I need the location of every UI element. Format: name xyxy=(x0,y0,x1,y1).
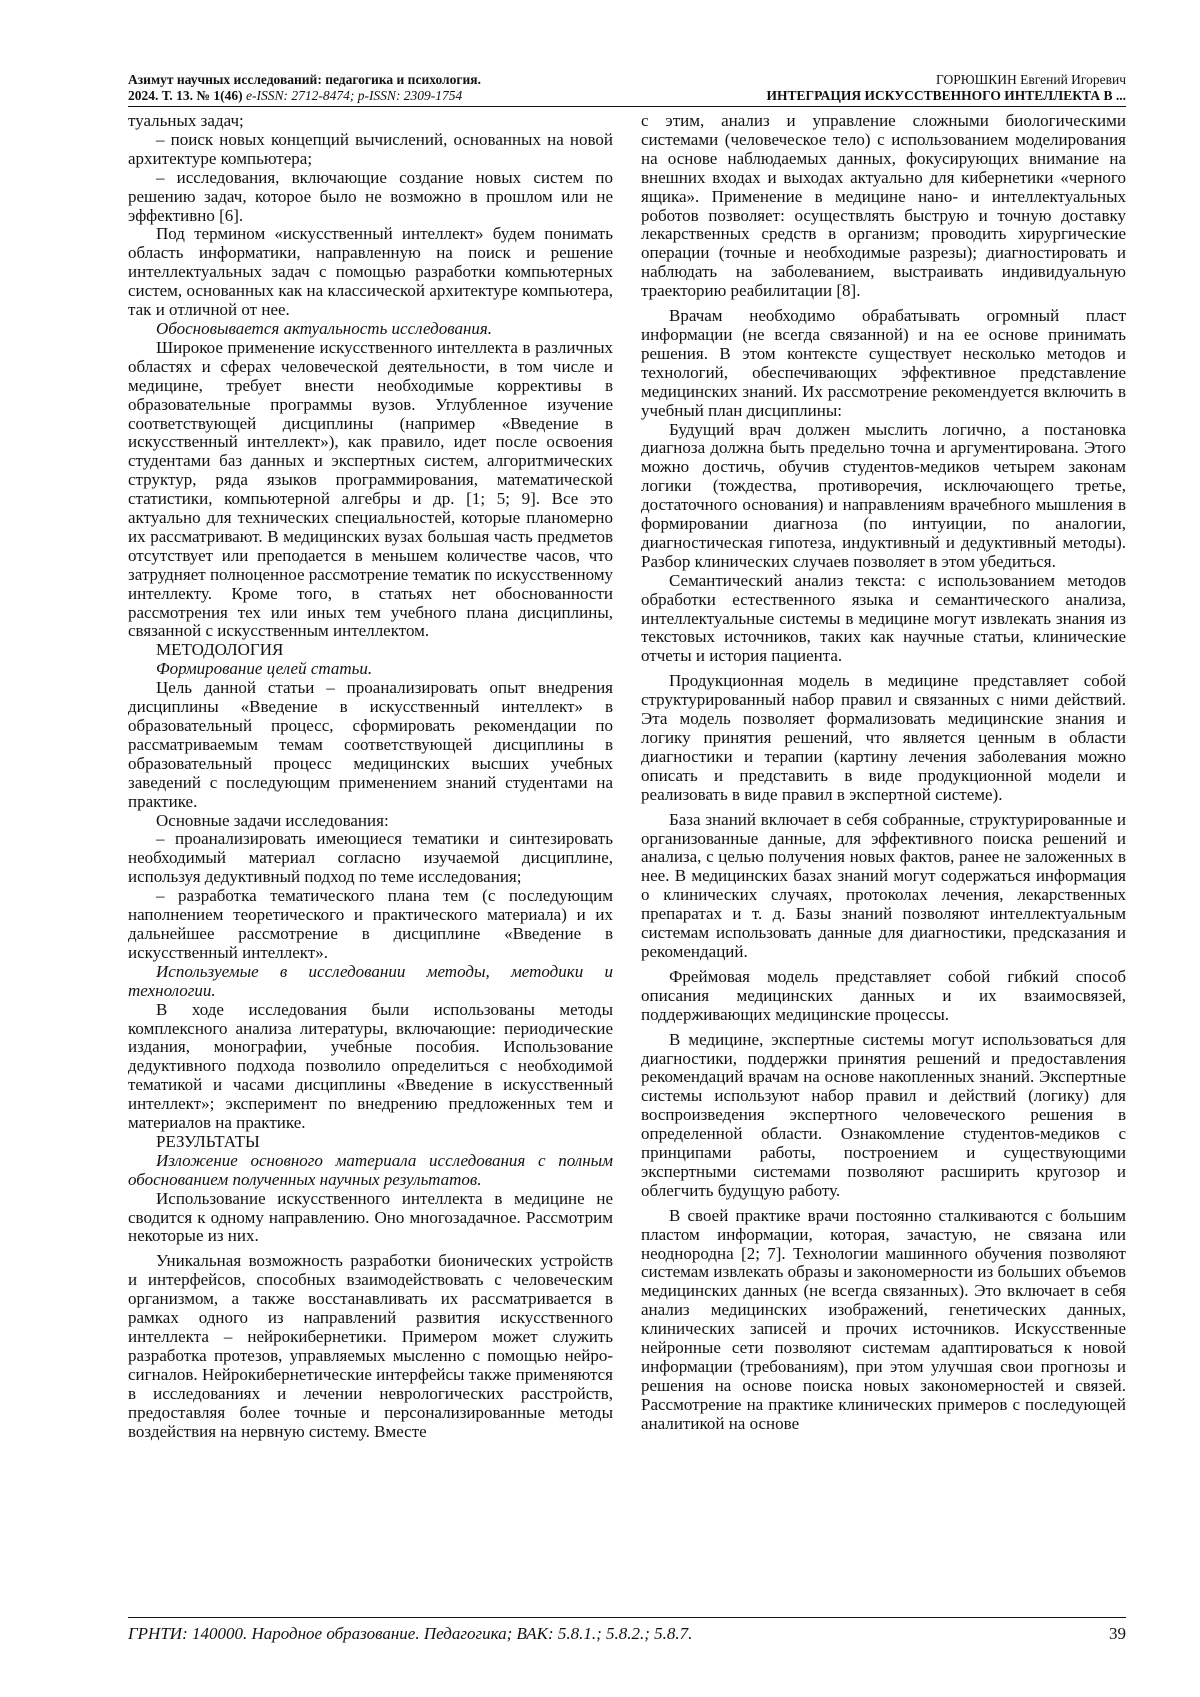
subheading: Используемые в исследовании методы, методики и технологии. xyxy=(128,961,613,1000)
list-item: – поиск новых концепций вычислений, основанных на новой архитектуре компьютера; xyxy=(128,129,613,168)
section-heading-results: РЕЗУЛЬТАТЫ xyxy=(156,1131,260,1151)
author-name: ГОРЮШКИН Евгений Игоревич xyxy=(936,72,1126,87)
section-heading-methodology: МЕТОДОЛОГИЯ xyxy=(156,640,284,660)
subheading: Обосновывается актуальность исследования. xyxy=(156,318,493,338)
paragraph: В медицине, экспертные системы могут использоваться для диагностики, поддержки принятия решений и предоставления рекомендаций врачам на основе накопленных знаний. Экспертные системы используют набор правил и действий (логику) для воспроизведения экспертного человеческого решения в определенной области. Ознакомление студентов-медиков с принципами работы, построением и существующими экспертными системами позволяют расширить кругозор и облегчить будущую работу. xyxy=(641,1029,1126,1200)
journal-volume: 2024. Т. 13. № 1(46) xyxy=(128,88,243,103)
paragraph: Цель данной статьи – проанализировать опыт внедрения дисциплины «Введение в искусственный интеллект» в образовательный процесс, сформировать рекомендации по рассматриваемым темам соответствующей дисциплины в образовательный процесс медицинских высших учебных заведений с последующим применением знаний студентами на практике. xyxy=(128,678,613,811)
paragraph: Семантический анализ текста: с использованием методов обработки естественного языка и семантического анализа, интеллектуальные системы в медицине могут извлекать знания из текстовых источников, таких как научные статьи, клинические отчеты и история пациента. xyxy=(641,570,1126,666)
article-title: ИНТЕГРАЦИЯ ИСКУССТВЕННОГО ИНТЕЛЛЕКТА В ... xyxy=(766,88,1126,103)
paragraph: Широкое применение искусственного интеллекта в различных областях и сферах человеческой деятельности, в том числе и медицине, требует внести необходимые коррективы в образовательные программы вузов. Углубленное изучение соответствующей дисциплины (например «Введение в искусственный интеллект»), как правило, идет после освоения студентами баз данных и экспертных систем, алгоритмических структур, ряда языков программирования, математической статистики, компьютерной алгебры и др. [1; 5; 9]. Все это актуально для технических специальностей, которые планомерно их рассматривают. В медицинских вузах большая часть предметов отсутствует или преподается в меньшем количестве часов, что затрудняет полноценное рассмотрение тематик по искусственному интеллекту. Кроме того, в статьях нет обоснованности рассмотрения тех или иных тем учебного плана дисциплины, связанной с искусственным интеллектом. xyxy=(128,337,613,641)
paragraph: В ходе исследования были использованы методы комплексного анализа литературы, включающие: периодические издания, монографии, учебные пособия. Использование дедуктивного подхода позволило определиться с необходимой тематикой и часами дисциплины «Введение в искусственный интеллект»; эксперимент по внедрению предложенных тем и материалов на практике. xyxy=(128,999,613,1133)
classification-codes: ГРНТИ: 140000. Народное образование. Педагогика; ВАК: 5.8.1.; 5.8.2.; 5.8.7. xyxy=(128,1624,693,1643)
list-item: – исследования, включающие создание новых систем по решению задач, которое было не возможно в прошлом или не эффективно [6]. xyxy=(128,167,613,225)
paragraph: с этим, анализ и управление сложными биологическими системами (человеческое тело) с использованием моделирования на основе наблюдаемых данных, фокусирующих внимание на внешних входах и выходах актуально для кибернетики «черного ящика». Применение в медицине нано- и интеллектуальных роботов позволяет: осуществлять быструю и точную доставку лекарственных средств в организм; проводить хирургические операции (точные и необходимые разрезы); диагностировать и наблюдать на заболеванием, выстраивать индивидуальную траекторию реабилитации [8]. xyxy=(641,111,1126,301)
journal-title: Азимут научных исследований: педагогика и психология. xyxy=(128,72,481,87)
list-item: – проанализировать имеющиеся тематики и синтезировать необходимый материал согласно изучаемой дисциплине, используя дедуктивный подход по теме исследования; xyxy=(128,829,613,887)
paragraph: туальных задач; xyxy=(128,111,244,130)
right-column xyxy=(641,112,1126,1434)
page-footer xyxy=(128,1617,1126,1644)
list-item: – разработка тематического плана тем (с последующим наполнением теоретического и практического материала) и их дальнейшее рассмотрение в дисциплине «Введение в искусственный интеллект». xyxy=(128,886,613,962)
article-info xyxy=(666,72,1126,104)
running-header xyxy=(128,72,1126,107)
journal-issue xyxy=(128,88,688,104)
paragraph: Будущий врач должен мыслить логично, а постановка диагноза должна быть предельно точна и аргументирована. Этого можно достичь, обучив студентов-медиков четырем законам логики (тождества, противоречия, исключающего третье, достаточного основания) и направлениям врачебного мышления в формировании диагноза (по интуиции, по аналогии, диагностическая гипотеза, индуктивный и дедуктивный методы). Разбор клинических случаев позволяет в этом убедиться. xyxy=(641,419,1126,571)
paragraph: Фреймовая модель представляет собой гибкий способ описания медицинских данных и их взаимосвязей, поддерживающих медицинские процессы. xyxy=(641,966,1126,1024)
paragraph: В своей практике врачи постоянно сталкиваются с большим пластом информации, которая, зачастую, не связана или неоднородна [2; 7]. Технологии машинного обучения позволяют системам извлекать образы и закономерности из больших объемов медицинских данных (не всегда связанных). Это включает в себя анализ медицинских изображений, генетических данных, клинических записей и прочих источников. Искусственные нейронные сети позволяют системам адаптироваться к новой информации (требованиям), при этом улучшая свои прогнозы и решения на основе поиска новых закономерностей и связей. Рассмотрение на практике клинических примеров с последующей аналитикой на основе xyxy=(641,1205,1126,1433)
page-number: 39 xyxy=(1109,1624,1126,1643)
paragraph: Уникальная возможность разработки бионических устройств и интерфейсов, способных взаимодействовать с человеческим организмом, а также восстанавливать их рассматривается в рамках одного из направлений развития искусственного интеллекта – нейрокибернетики. Примером может служить разработка протезов, управляемых мысленно с помощью нейро-сигналов. Нейрокибернетические интерфейсы также применяются в исследованиях и лечении неврологических расстройств, предоставляя более точные и персонализированные методы воздействия на нервную систему. Вместе xyxy=(128,1251,613,1441)
left-column xyxy=(128,112,613,1441)
journal-info xyxy=(128,72,688,104)
subheading: Изложение основного материала исследования с полным обоснованием полученных научных результатов. xyxy=(128,1150,613,1189)
paragraph: База знаний включает в себя собранные, структурированные и организованные данные, для эффективного поиска решений и анализа, с целью получения новых фактов, ранее не заложенных в нее. В медицинских базах знаний могут содержаться информация о клинических случаях, протоколах лечения, лекарственных препаратах и т. д. Базы знаний позволяют интеллектуальным системам использовать данные для диагностики, предсказания и рекомендаций. xyxy=(641,809,1126,961)
journal-issn: e-ISSN: 2712-8474; p-ISSN: 2309-1754 xyxy=(242,88,463,103)
paragraph: Врачам необходимо обрабатывать огромный пласт информации (не всегда связанной) и на ее основе принимать решения. В этом контексте существует несколько методов и технологий, обеспечивающих эффективное представление медицинских знаний. Их рассмотрение рекомендуется включить в учебный план дисциплины: xyxy=(641,306,1126,420)
paragraph: Основные задачи исследования: xyxy=(156,810,389,830)
paragraph: Использование искусственного интеллекта в медицине не сводится к одному направлению. Оно многозадачное. Рассмотрим некоторые из них. xyxy=(128,1188,613,1246)
paragraph: Продукционная модель в медицине представляет собой структурированный набор правил и связанных с ними действий. Эта модель позволяет формализовать медицинские знания и логику принятия решений, что является ценным в области диагностики и терапии (картину лечения заболевания можно описать и представить в виде продукционной модели и реализовать в виде правил в экспертной системе). xyxy=(641,671,1126,804)
subheading: Формирование целей статьи. xyxy=(156,659,373,679)
paragraph: Под термином «искусственный интеллект» будем понимать область информатики, направленную на поиск и решение интеллектуальных задач с помощью разработки компьютерных систем, основанных как на классической архитектуре компьютера, так и отличной от нее. xyxy=(128,224,613,320)
